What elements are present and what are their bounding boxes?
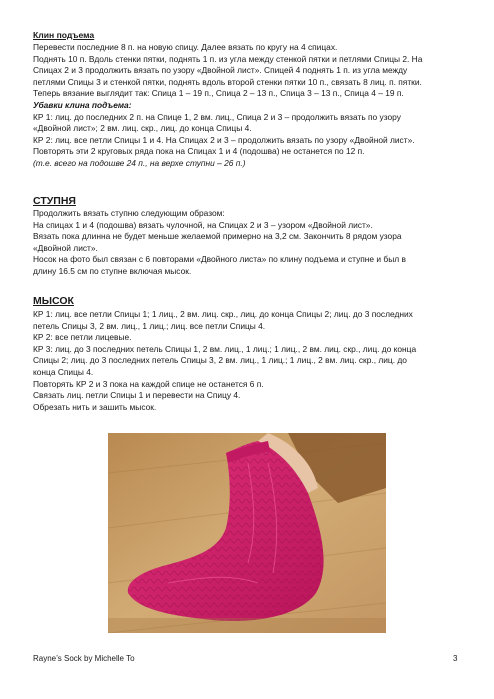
footer-title: Rayne’s Sock by Michelle To	[33, 654, 135, 663]
text-line: Носок на фото был связан с 6 повторами «Двойного листа» по клину подъема и ступне и был в	[33, 254, 406, 265]
text-line: петлями Спицы 3 и стенкой пятки, поднять вдоль второй стенки пятки 10 п., связать 8 лиц. п. пятки.	[33, 76, 422, 87]
text-line: длину 16.5 см по ступне включая мысок.	[33, 265, 192, 276]
text-line: Перевести последние 8 п. на новую спицу. Далее вязать по кругу на 4 спицах.	[33, 42, 338, 52]
text-line: КР 3: лиц. до 3 последних петель Спицы 1, 2 вм. лиц., 1 лиц.; 1 лиц., 2 вм. лиц. скр., лиц. до конца	[33, 343, 417, 354]
sock-photo	[108, 433, 386, 633]
sub-heading-decreases: Убавки клина подъема:	[33, 99, 132, 110]
text-line: Поднять 10 п. Вдоль стенки пятки, поднять 1 п. из угла между стенкой пятки и петлями Спицы 2. На	[33, 53, 423, 64]
paragraph-foot	[33, 208, 465, 278]
text-line: КР 2: лиц. все петли Спицы 1 и 4. На Спицах 2 и 3 – продолжить вязать по узору «Двойной лист».	[33, 134, 415, 145]
note-line: (т.е. всего на подошве 24 п., на верхе ступни – 26 п.)	[33, 157, 246, 168]
text-line: КР 1: лиц. до последних 2 п. на Спице 1, 2 вм. лиц., Спица 2 и 3 – продолжить вязать по узору	[33, 111, 401, 122]
heading-instep-gusset: Клин подъема	[33, 30, 95, 40]
text-line: Обрезать нить и зашить мысок.	[33, 401, 157, 412]
text-line: КР 1: лиц. все петли Спицы 1; 1 лиц., 2 вм. лиц. скр., лиц. до конца Спицы 2; лиц. до 3 последних	[33, 309, 413, 319]
text-line: «Двойной лист»; 2 вм. лиц. скр., лиц. до конца Спицы 4.	[33, 123, 252, 134]
text-line: Связать лиц. петли Спицы 1 и перевести на Спицу 4.	[33, 390, 241, 401]
text-line: петель Спицы 3, 2 вм. лиц., 1 лиц.; лиц. все петли Спицы 4.	[33, 320, 266, 331]
text-line: Спицах 2 и 3 продолжить вязать по узору «Двойной лист». Спицей 4 поднять 1 п. из угла между	[33, 65, 408, 76]
text-line: Вязать пока длинна не будет меньше желаемой примерно на 3,2 см. Закончить 8 рядом узора	[33, 231, 402, 242]
text-line: Повторять эти 2 круговых ряда пока на Спицах 1 и 4 (подошва) не останется по 12 п.	[33, 146, 365, 157]
footer-page-number: 3	[453, 654, 458, 663]
heading-foot: СТУПНЯ	[33, 195, 76, 207]
paragraph-gusset	[33, 42, 465, 170]
text-line: Теперь вязание выглядит так: Спица 1 – 19 п., Спица 2 – 13 п., Спица 3 – 13 п., Спица 4 – 19 п.	[33, 88, 404, 99]
text-line: конца Спицы 4.	[33, 366, 94, 377]
text-line: «Двойной лист».	[33, 242, 98, 253]
text-line: Продолжить вязать ступню следующим образом:	[33, 208, 225, 218]
heading-toe: МЫСОК	[33, 295, 74, 307]
sock-photo-illustration	[108, 433, 386, 633]
text-line: Повторять КР 2 и 3 пока на каждой спице не останется 6 п.	[33, 378, 264, 389]
text-line: Спицы 2; лиц. до 3 последних петель Спицы 3, 2 вм. лиц., 1 лиц.; 1 лиц., 2 вм. лиц. скр., лиц. до	[33, 355, 407, 366]
paragraph-toe	[33, 309, 465, 413]
text-line: На спицах 1 и 4 (подошва) вязать чулочной, на Спицах 2 и 3 – узором «Двойной лист».	[33, 219, 373, 230]
text-line: КР 2: все петли лицевые.	[33, 332, 132, 343]
